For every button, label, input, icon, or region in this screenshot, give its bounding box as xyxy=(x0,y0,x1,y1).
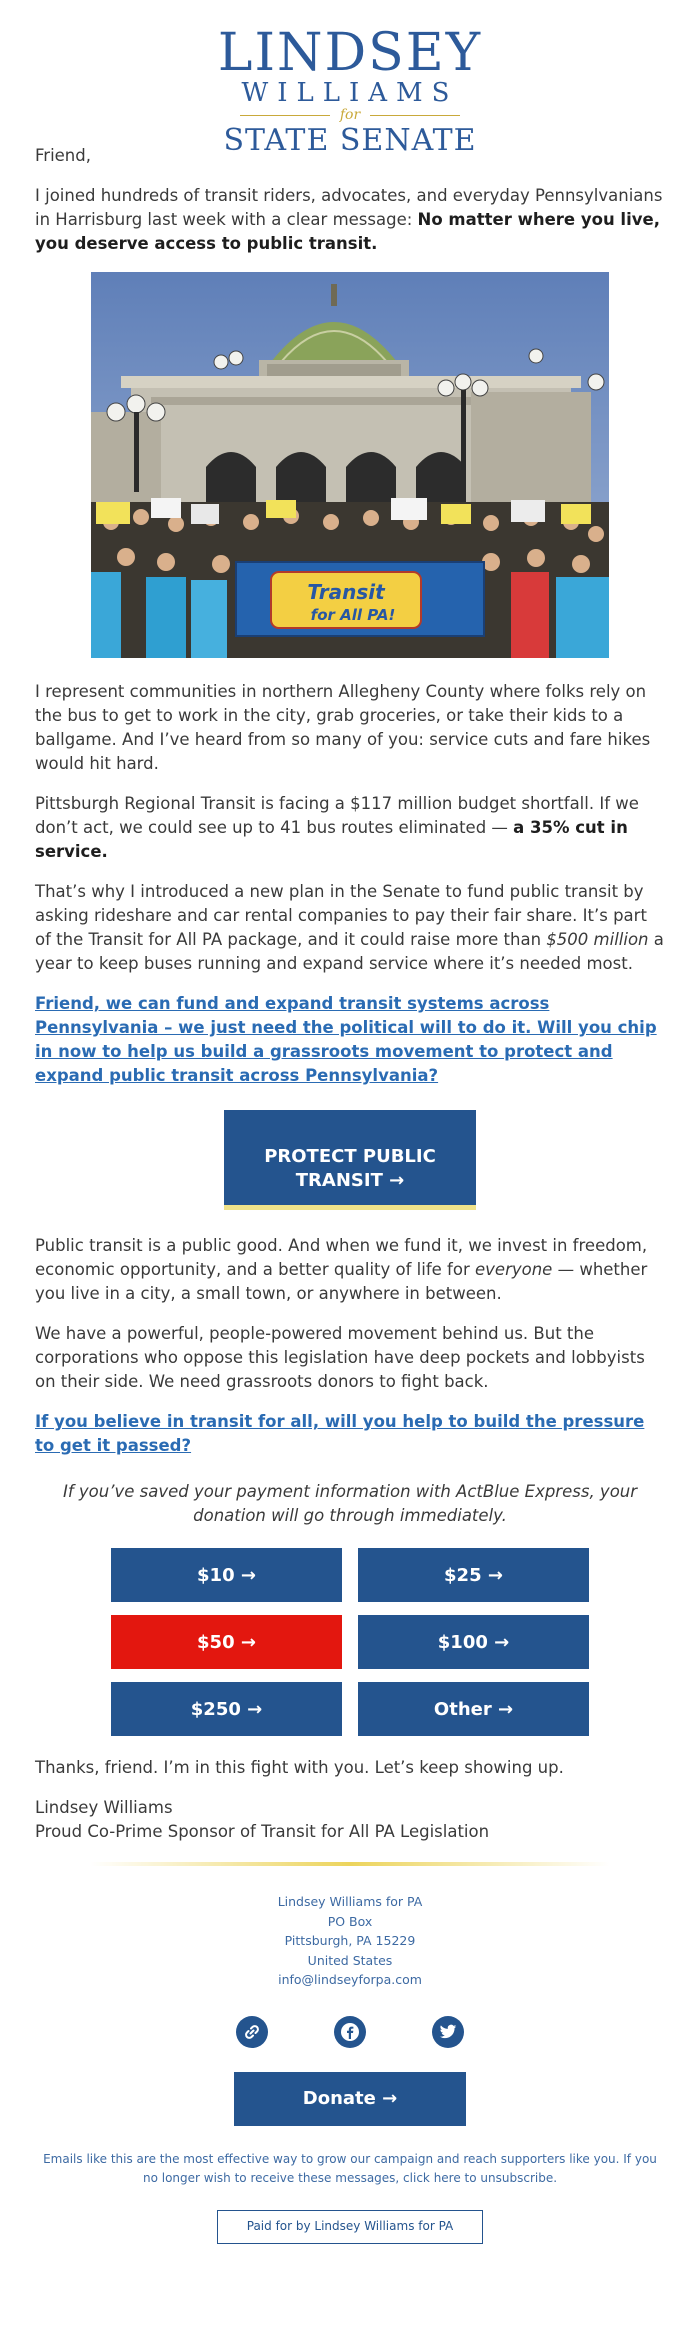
link-icon[interactable] xyxy=(236,2016,268,2048)
logo-line-state-senate: STATE SENATE xyxy=(223,123,477,158)
twitter-icon[interactable] xyxy=(432,2016,464,2048)
paragraph-intro-bold: No matter where you live, you deserve access to public transit. xyxy=(35,210,660,253)
paragraph-intro-text: I joined hundreds of transit riders, advocates, and everyday Pennsylvanians in Harrisburg last week with a clear message: xyxy=(35,186,663,229)
paragraph-shortfall-bold: a 35% cut in service. xyxy=(35,818,628,861)
paragraph-intro xyxy=(35,184,665,256)
logo-for xyxy=(0,106,700,124)
logo-line-lindsey: LINDSEY xyxy=(217,23,483,83)
paragraph-plan-end: a year to keep buses running and expand service where it’s needed most. xyxy=(35,930,664,973)
signature-title: Proud Co-Prime Sponsor of Transit for All PA Legislation xyxy=(35,1822,490,1841)
paragraph-public-good-end: — whether you live in a city, a small town, or anywhere in between. xyxy=(35,1260,648,1303)
footer-donate-button[interactable]: Donate → xyxy=(234,2072,466,2126)
footer-address-1: PO Box xyxy=(327,1913,373,1929)
social-links xyxy=(0,2016,700,2048)
footer-address-2: Pittsburgh, PA 15229 xyxy=(284,1933,416,1948)
footer-org: Lindsey Williams for PA xyxy=(277,1894,423,1909)
paragraph-plan-italic: $500 million xyxy=(546,930,649,949)
footer-country: United States xyxy=(307,1952,393,1968)
actblue-note: If you’ve saved your payment information with ActBlue Express, your donation will go through immediately. xyxy=(62,1482,638,1525)
paragraph-plan xyxy=(35,880,665,976)
banner-text-line1: Transit xyxy=(307,580,385,604)
donate-10-button[interactable]: $10 → xyxy=(111,1548,342,1602)
footer-email[interactable]: info@lindseyforpa.com xyxy=(278,1972,422,1987)
donate-100-button[interactable]: $100 → xyxy=(358,1615,589,1669)
protect-public-transit-button[interactable]: PROTECT PUBLIC TRANSIT → xyxy=(224,1110,476,1210)
footer-divider xyxy=(90,1862,610,1866)
banner-text-line2: for All PA! xyxy=(310,606,396,624)
paragraph-public-good xyxy=(35,1234,665,1306)
footer xyxy=(0,1892,700,2244)
unsubscribe-text[interactable]: Emails like this are the most effective way to grow our campaign and reach supporters like you. If you no longer wish to receive these messages, click here to unsubscribe. xyxy=(43,2151,657,2185)
thanks-line: Thanks, friend. I’m in this fight with you. Let’s keep showing up. xyxy=(35,1758,564,1777)
paragraph-public-good-text: Public transit is a public good. And when we fund it, we invest in freedom, economic opportunity, and a better quality of life for xyxy=(35,1236,648,1279)
greeting: Friend, xyxy=(35,146,91,165)
logo-line-williams: WILLIAMS xyxy=(241,78,459,108)
donate-link-fund-transit[interactable]: Friend, we can fund and expand transit systems across Pennsylvania – we just need the political will to do it. Will you chip in now to help us build a grassroots movement to protect and expand public transit across Pennsylvania? xyxy=(35,994,657,1085)
paid-for-disclaimer: Paid for by Lindsey Williams for PA xyxy=(217,2210,483,2244)
donation-amount-grid xyxy=(111,1548,589,1736)
paragraph-communities: I represent communities in northern Allegheny County where folks rely on the bus to get to work in the city, grab groceries, or take their kids to a ballgame. And I’ve heard from so many of you: service cuts and fare hikes would hit hard. xyxy=(35,682,651,773)
rally-photo xyxy=(91,272,609,658)
paragraph-shortfall xyxy=(35,792,665,864)
paragraph-plan-text: That’s why I introduced a new plan in the Senate to fund public transit by asking rideshare and car rental companies to pay their fair share. It’s part of the Transit for All PA package, and it could raise more than xyxy=(35,882,647,949)
donate-50-button[interactable]: $50 → xyxy=(111,1615,342,1669)
donate-250-button[interactable]: $250 → xyxy=(111,1682,342,1736)
facebook-icon[interactable] xyxy=(334,2016,366,2048)
donate-25-button[interactable]: $25 → xyxy=(358,1548,589,1602)
signature-name: Lindsey Williams xyxy=(35,1798,173,1817)
donate-other-button[interactable]: Other → xyxy=(358,1682,589,1736)
email-body xyxy=(0,144,700,1844)
paragraph-public-good-italic: everyone xyxy=(475,1260,553,1279)
capitol-rally-illustration xyxy=(91,272,609,658)
donate-link-build-pressure[interactable]: If you believe in transit for all, will you help to build the pressure to get it passed? xyxy=(35,1412,645,1455)
paragraph-shortfall-text: Pittsburgh Regional Transit is facing a $117 million budget shortfall. If we don’t act, we could see up to 41 bus routes eliminated — xyxy=(35,794,639,837)
logo-for-text: for xyxy=(339,107,361,123)
paragraph-movement: We have a powerful, people-powered movement behind us. But the corporations who oppose this legislation have deep pockets and lobbyists on their side. We need grassroots donors to fight back. xyxy=(35,1324,645,1391)
